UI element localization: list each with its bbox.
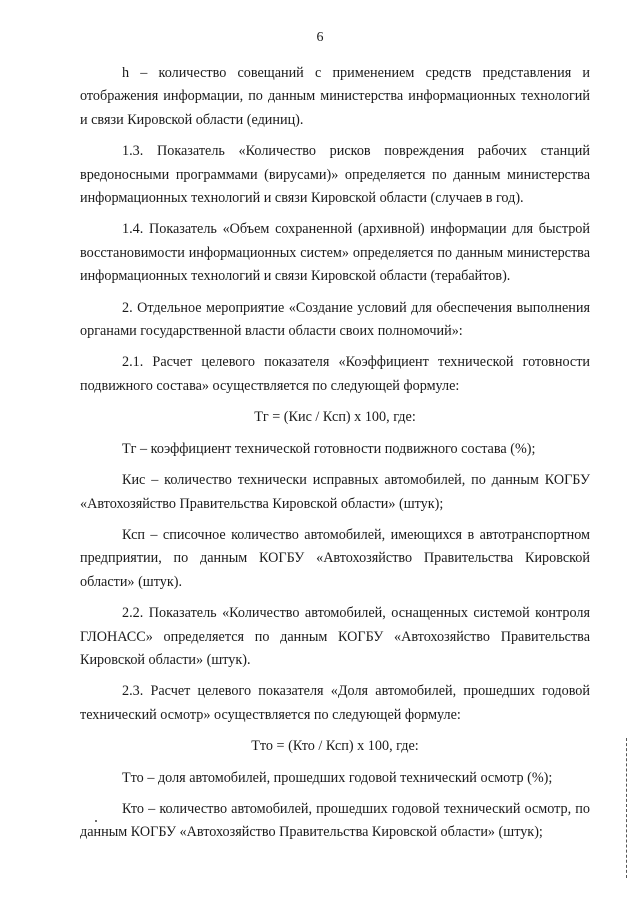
definition-tg: Тг – коэффициент технической готовности подвижного состава (%); (122, 440, 536, 457)
paragraph-h-definition: h – количество совещаний с применением средств представления и отображения информации, по данным министерства информационных технологий и связи Кировской области (единиц). (80, 65, 590, 128)
paragraph-2-3: 2.3. Расчет целевого показателя «Доля автомобилей, прошедших годовой технический осмотр» осуществляется по следующей формуле: (80, 683, 590, 723)
formula-tg: Тг = (Кис / Ксп) х 100, где: (254, 409, 416, 426)
paragraph-2: 2. Отдельное мероприятие «Создание условий для обеспечения выполнения органами государственной власти области своих полномочий»: (80, 299, 590, 340)
definition-tto: Тто – доля автомобилей, прошедших годовой технический осмотр (%); (122, 769, 553, 786)
definition-ksp: Ксп – списочное количество автомобилей, имеющихся в автотранспортном предприятии, по данным КОГБУ «Автохозяйство Правительства Кировской области» (штук). (80, 526, 590, 590)
paragraph-1-3: 1.3. Показатель «Количество рисков повреждения рабочих станций вредоносными программами (вирусами)» определяется по данным министерства информационных технологий и связи Кировской области (случаев в год). (80, 143, 590, 207)
paragraph-2-1: 2.1. Расчет целевого показателя «Коэффициент технической готовности подвижного состава» осуществляется по следующей формуле: (80, 354, 590, 394)
paragraph-1-4: 1.4. Показатель «Объем сохраненной (архивной) информации для быстрой восстановимости информационных систем» определяется по данным министерства информационных технологий и связи Кировской области (терабайтов). (80, 221, 590, 285)
document-body (80, 62, 590, 853)
definition-kis: Кис – количество технически исправных автомобилей, по данным КОГБУ «Автохозяйство Правительства Кировской области» (штук); (80, 472, 590, 512)
scan-edge-mark (626, 738, 628, 878)
scan-speck (95, 820, 97, 822)
formula-tto: Тто = (Кто / Ксп) х 100, где: (251, 738, 419, 755)
paragraph-2-2: 2.2. Показатель «Количество автомобилей, оснащенных системой контроля ГЛОНАСС» определяется по данным КОГБУ «Автохозяйство Правительства Кировской области» (штук). (80, 605, 590, 668)
definition-kto: Кто – количество автомобилей, прошедших годовой технический осмотр, по данным КОГБУ «Автохозяйство Правительства Кировской области» (штук); (80, 800, 590, 841)
page-number: 6 (316, 30, 324, 45)
